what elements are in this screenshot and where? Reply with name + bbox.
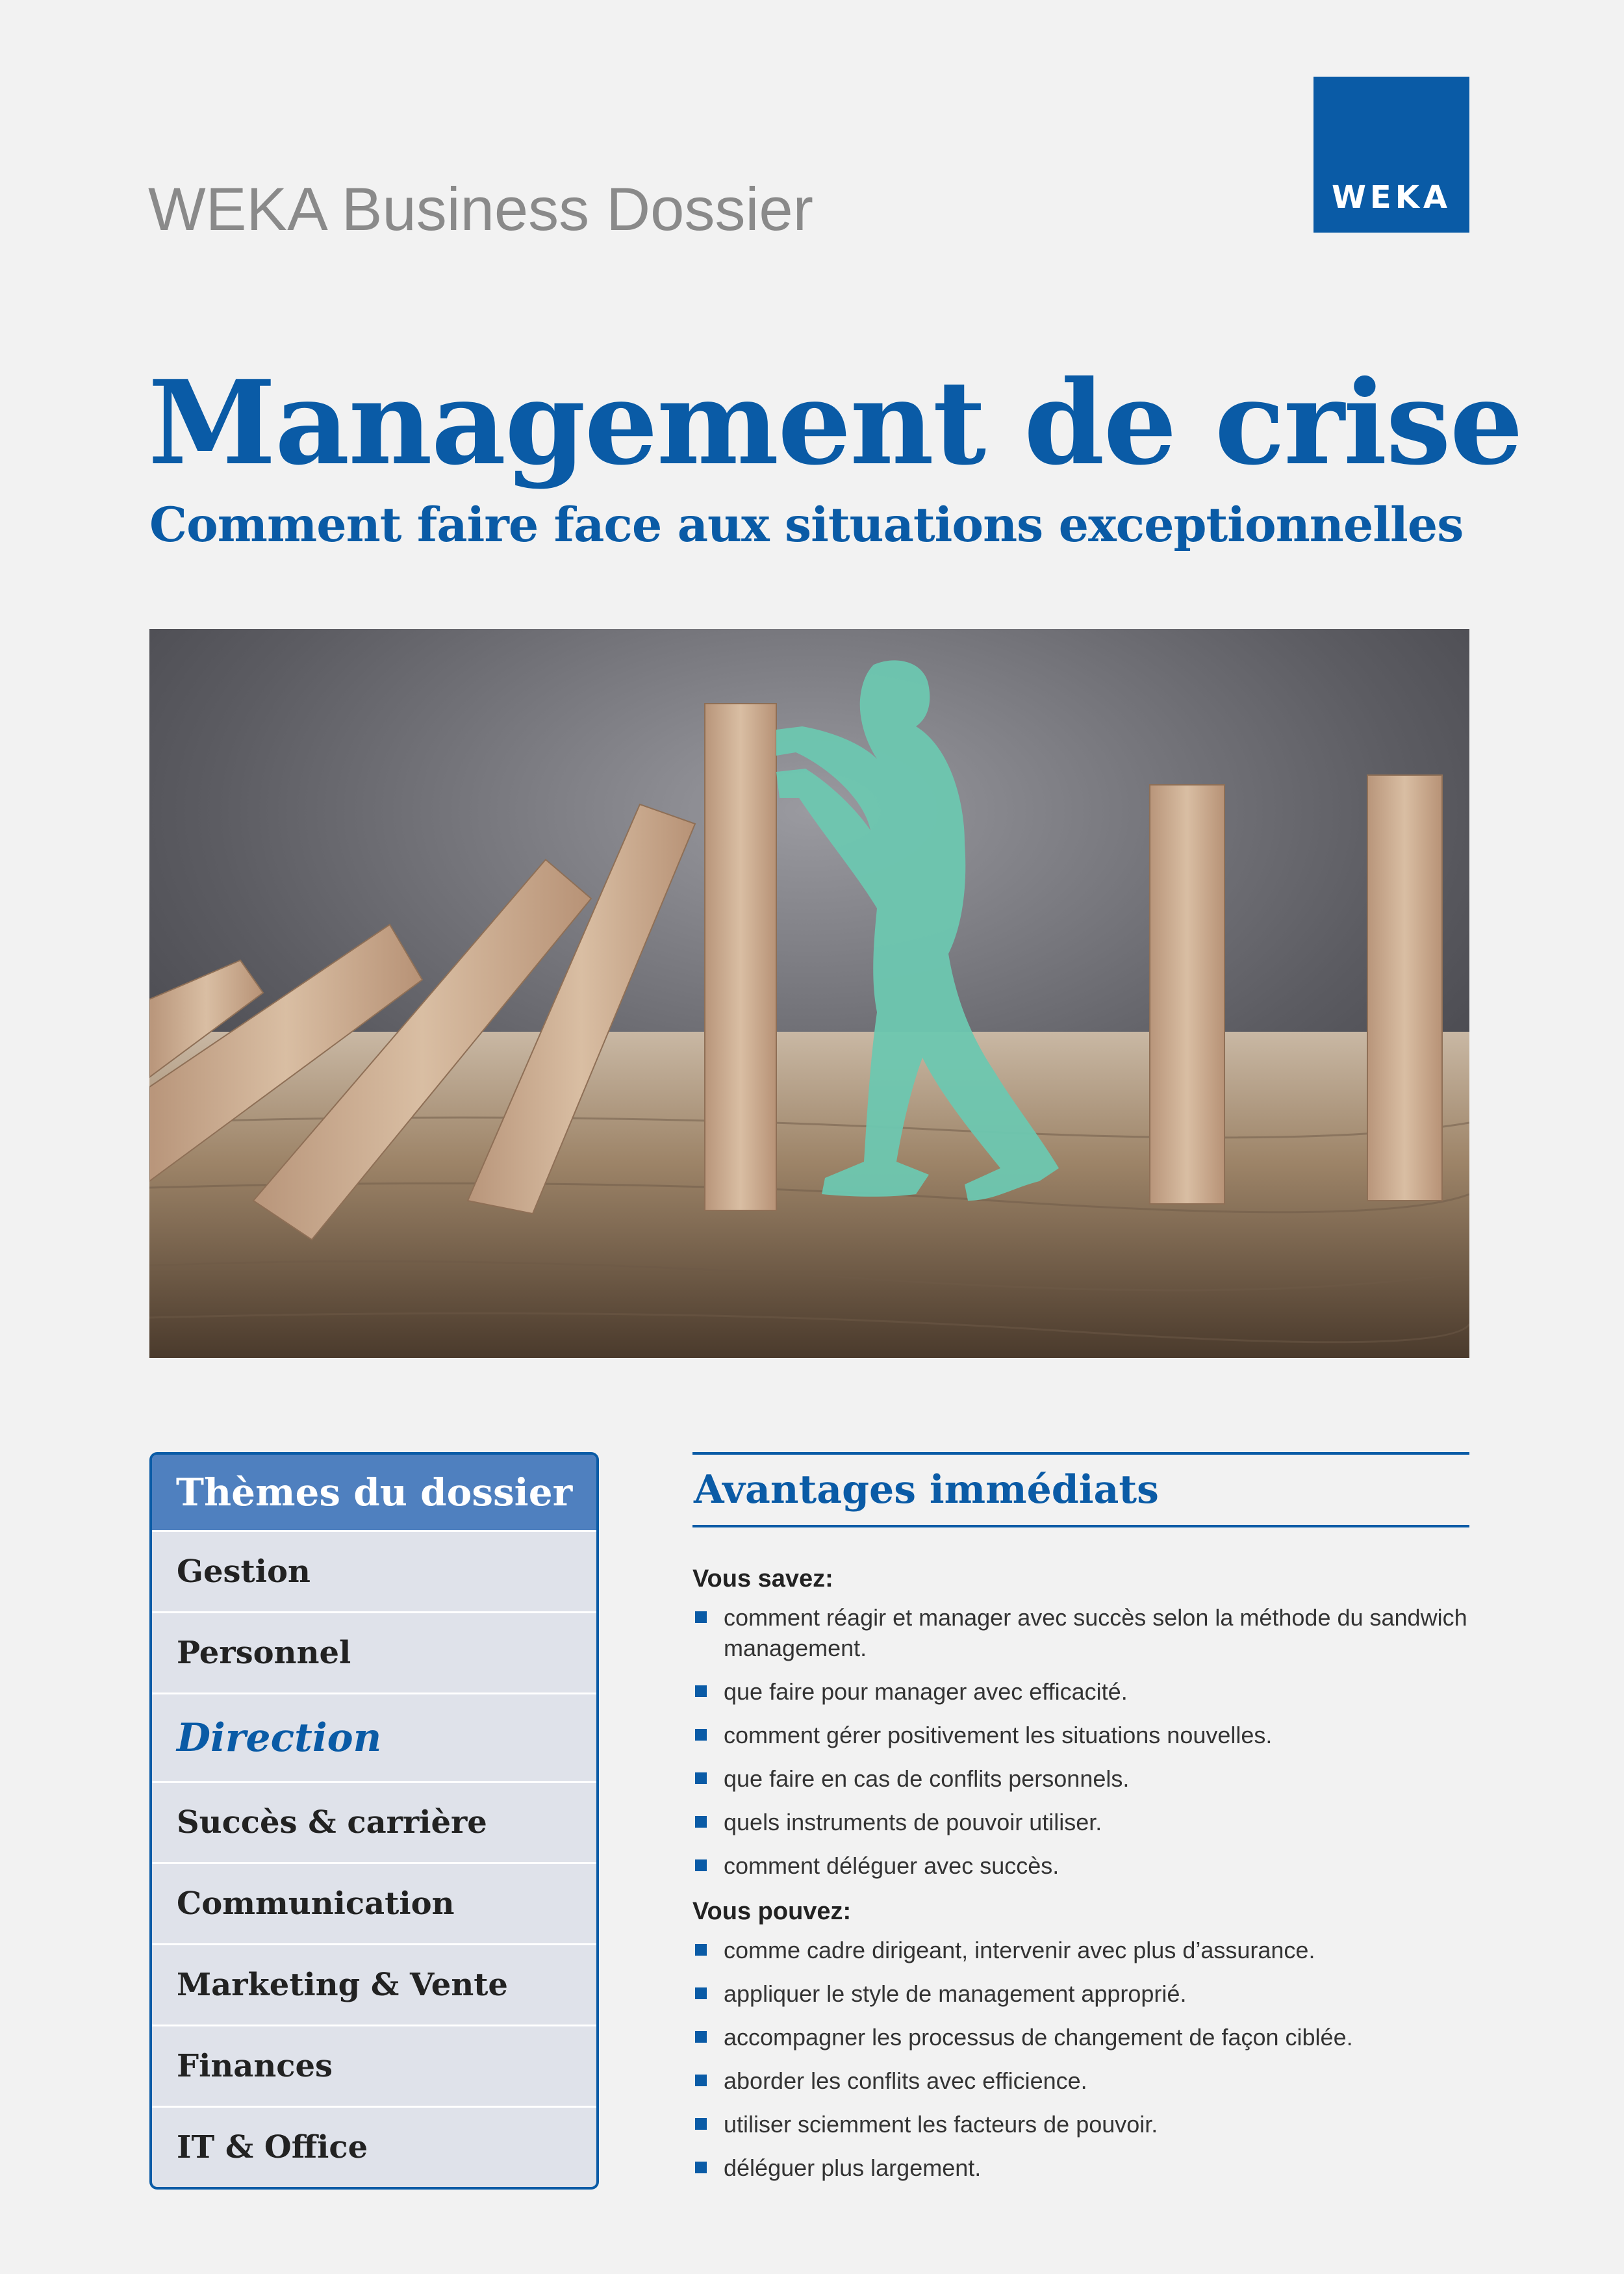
- list-item: utiliser sciemment les facteurs de pouvoir.: [692, 2109, 1469, 2140]
- list-item: quels instruments de pouvoir utiliser.: [692, 1807, 1469, 1837]
- group-label-vous-savez: Vous savez:: [692, 1565, 833, 1592]
- list-item: déléguer plus largement.: [692, 2153, 1469, 2183]
- page-title: Management de crise: [148, 355, 1522, 491]
- list-item: accompagner les processus de changement de façon ciblée.: [692, 2022, 1469, 2052]
- theme-gestion[interactable]: Gestion: [152, 1530, 596, 1611]
- theme-direction-active[interactable]: Direction: [152, 1693, 596, 1781]
- list-item: que faire pour manager avec efficacité.: [692, 1676, 1469, 1707]
- cover-photo: [149, 629, 1469, 1358]
- advantages-heading: Avantages immédiats: [692, 1452, 1469, 1527]
- logo-text: WEKA: [1331, 179, 1452, 216]
- series-title: WEKA Business Dossier: [148, 175, 813, 243]
- theme-finances[interactable]: Finances: [152, 2025, 596, 2106]
- theme-succes-carriere[interactable]: Succès & carrière: [152, 1781, 596, 1862]
- weka-logo: [1313, 77, 1469, 233]
- themes-heading: Thèmes du dossier: [152, 1455, 596, 1530]
- list-item: aborder les conflits avec efficience.: [692, 2065, 1469, 2096]
- page-subtitle: Comment faire face aux situations exceptionnelles: [149, 497, 1464, 553]
- block-pushed: [705, 704, 776, 1210]
- block-standing-2: [1367, 775, 1442, 1201]
- theme-communication[interactable]: Communication: [152, 1862, 596, 1943]
- domino-illustration: [149, 629, 1469, 1358]
- list-item: comment réagir et manager avec succès selon la méthode du sandwich management.: [692, 1602, 1469, 1663]
- list-item: comment gérer positivement les situations nouvelles.: [692, 1720, 1469, 1750]
- list-item: appliquer le style de management approprié.: [692, 1978, 1469, 2009]
- advantages-section: [692, 1452, 1469, 2196]
- themes-panel: [149, 1452, 599, 2190]
- list-item: comme cadre dirigeant, intervenir avec plus d’assurance.: [692, 1935, 1469, 1965]
- theme-marketing-vente[interactable]: Marketing & Vente: [152, 1943, 596, 2025]
- group-label-vous-pouvez: Vous pouvez:: [692, 1898, 852, 1925]
- list-item: que faire en cas de conflits personnels.: [692, 1763, 1469, 1794]
- list-item: comment déléguer avec succès.: [692, 1850, 1469, 1881]
- theme-it-office[interactable]: IT & Office: [152, 2106, 596, 2187]
- block-standing-1: [1150, 785, 1224, 1204]
- theme-personnel[interactable]: Personnel: [152, 1611, 596, 1693]
